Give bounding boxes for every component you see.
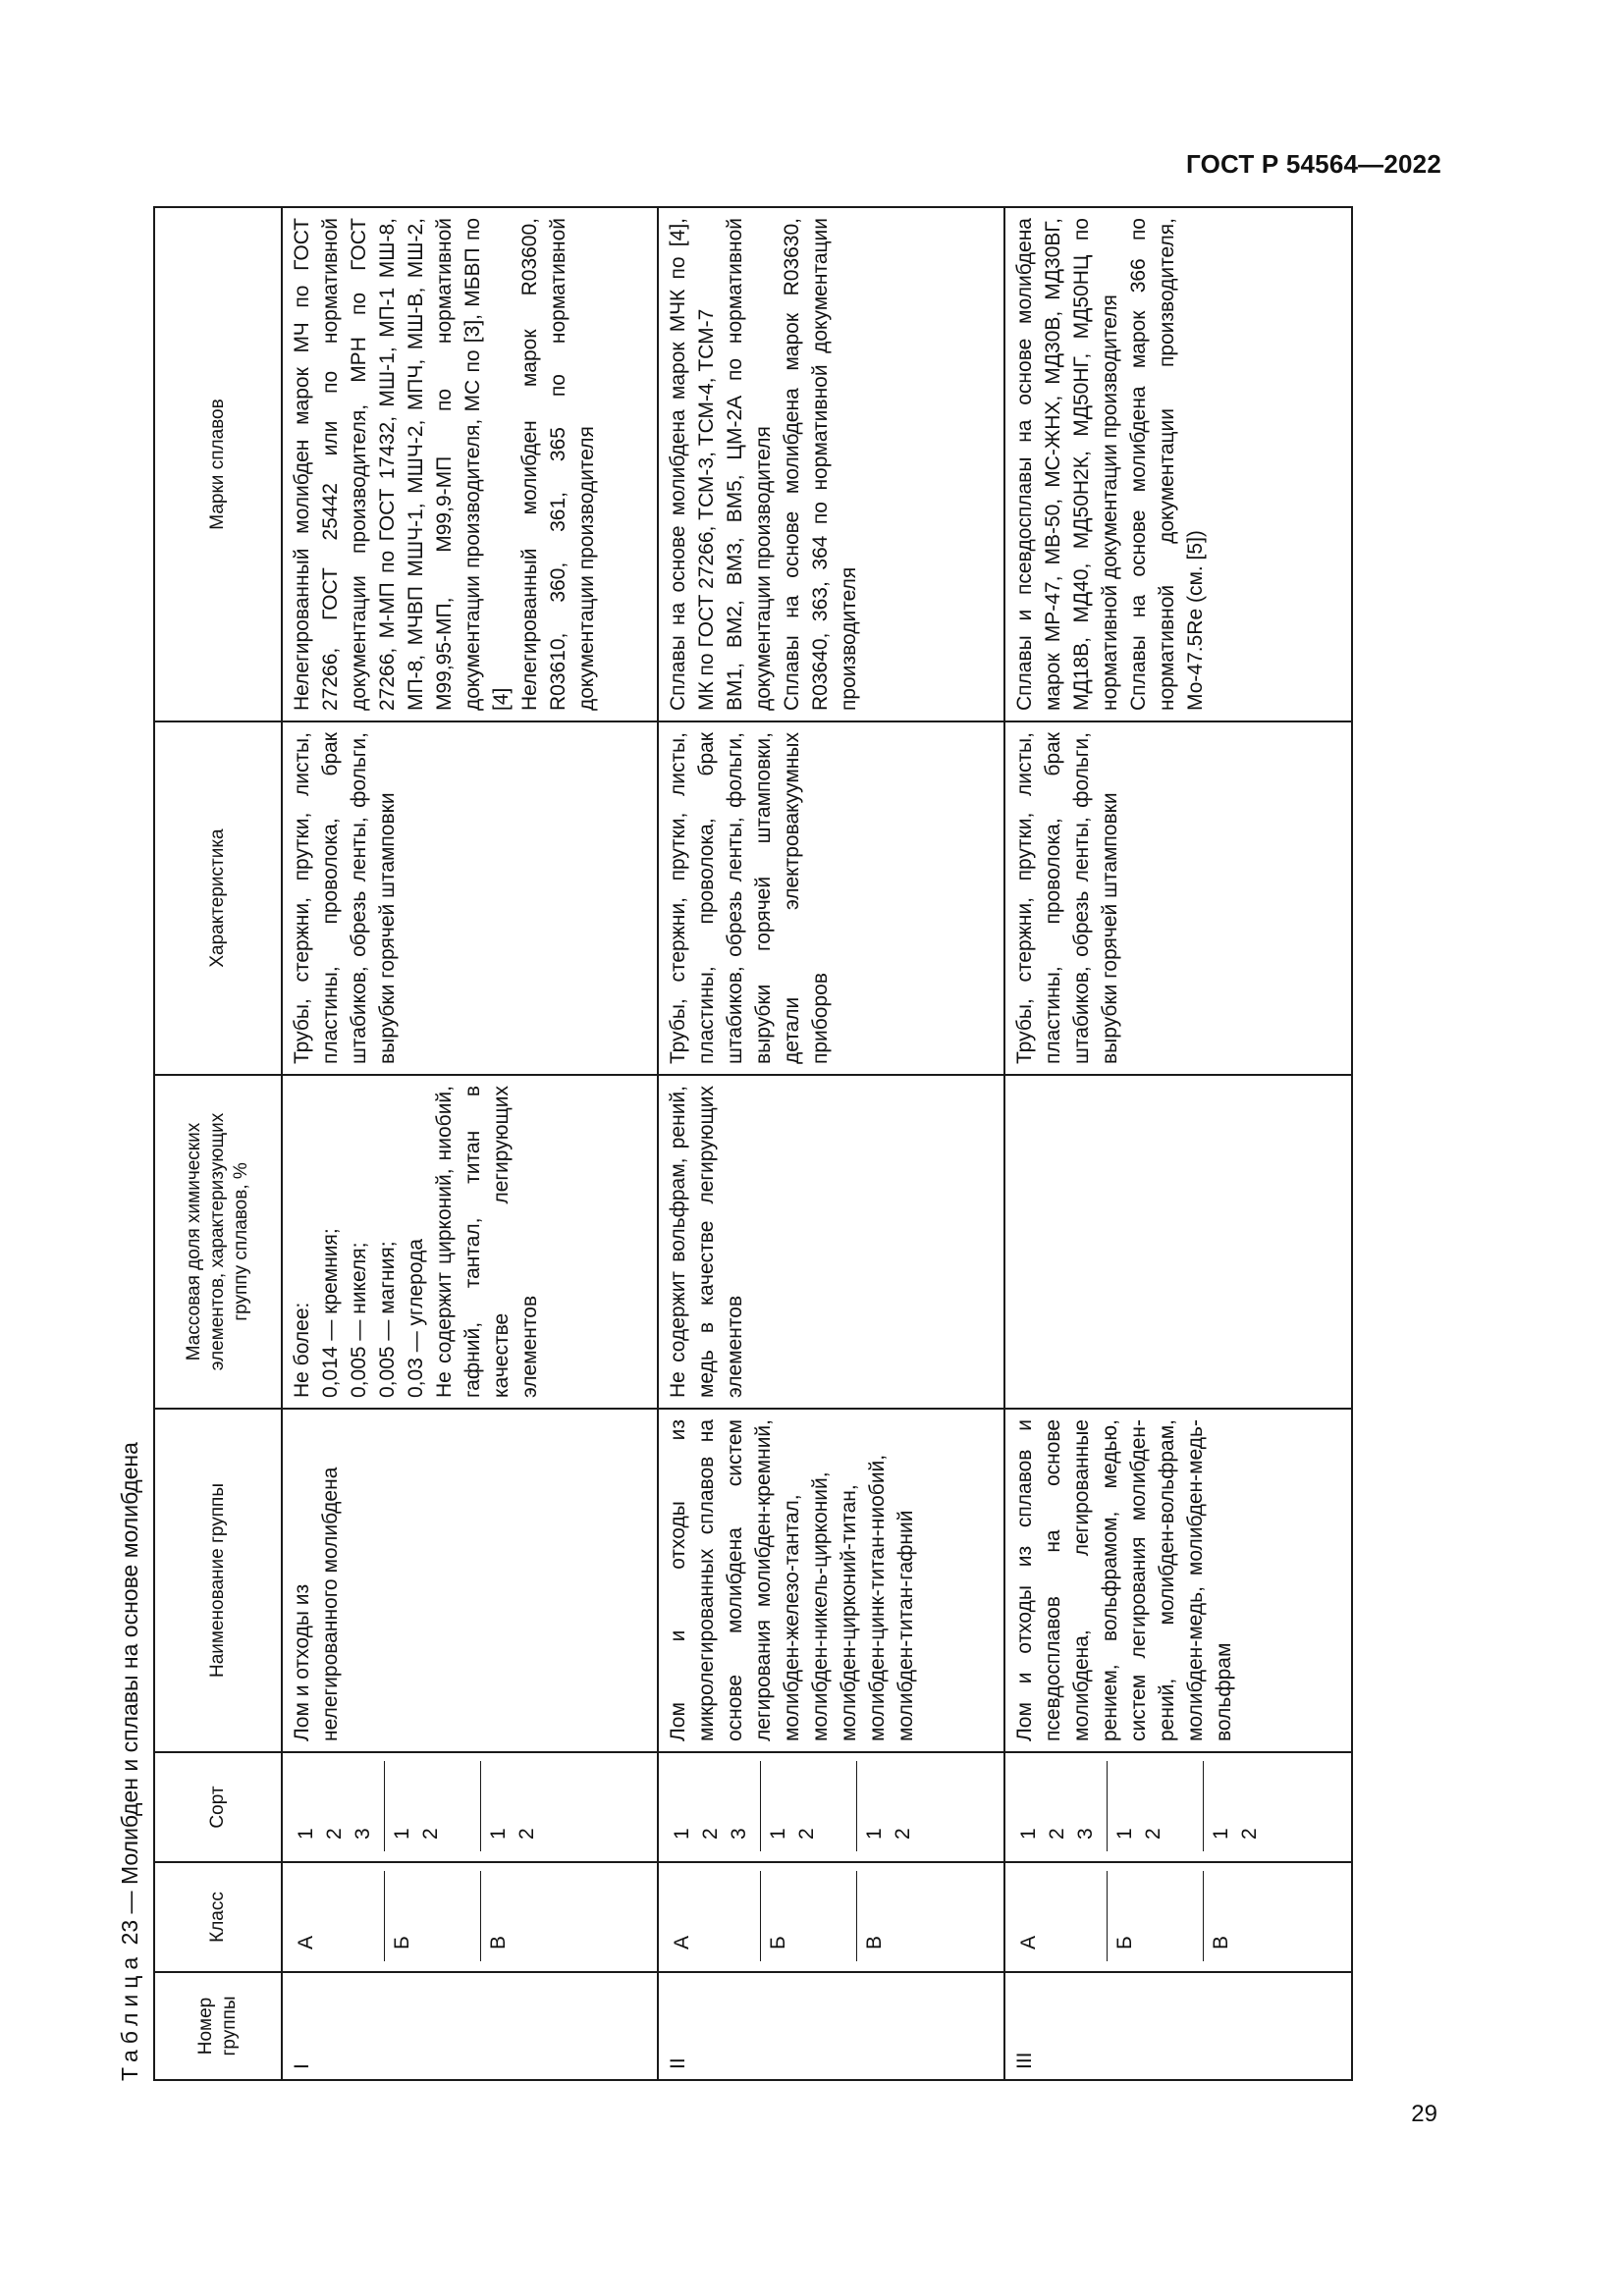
characteristic: Трубы, стержни, прутки, листы, пластины, проволока, брак штабиков, обрезь ленты, фольги, вырубки горячей штамповки: [282, 721, 658, 1075]
class-label: А: [670, 1935, 693, 1949]
grade-divider: [760, 1761, 761, 1851]
grade-divider: [856, 1761, 857, 1851]
brands-paragraph: Сплавы на основе молибдена марок МЧК по [4], МК по ГОСТ 27266, ТСМ-3, ТСМ-4, ТСМ-7: [666, 218, 718, 711]
grade-value: 2: [515, 1828, 538, 1840]
composition-line: 0,03 — углерода: [405, 1238, 427, 1398]
composition-cell: [658, 1075, 1005, 1409]
table-row: [658, 207, 1005, 2080]
characteristic: Трубы, стержни, прутки, листы, пластины, проволока, брак штабиков, обрезь ленты, фольги, вырубки горячей штамповки: [1004, 721, 1352, 1075]
grade-value: 3: [1074, 1828, 1098, 1840]
grade-value: 1: [670, 1828, 693, 1840]
rotated-table-block: [106, 208, 1353, 2081]
grade-value: 2: [1142, 1828, 1165, 1840]
table-caption: [106, 1442, 153, 2081]
grade-value: 2: [891, 1828, 914, 1840]
composition-line: 0,014 — кремния;: [319, 1228, 342, 1398]
table-row: [282, 207, 658, 2080]
grade-value: 3: [727, 1828, 750, 1840]
col-header-brands: Марки сплавов: [154, 207, 282, 721]
composition-line: 0,005 — никеля;: [348, 1242, 370, 1398]
grade-value: 1: [1017, 1828, 1041, 1840]
grade-value: 1: [1210, 1828, 1233, 1840]
group-number: III: [1004, 1972, 1352, 2080]
page-number: 29: [1411, 2101, 1437, 2127]
class-cell: [1004, 1862, 1352, 1972]
grade-value: 2: [419, 1828, 442, 1840]
group-number: II: [658, 1972, 1005, 2080]
grade-value: 1: [766, 1828, 789, 1840]
class-label: Б: [391, 1936, 413, 1949]
table-caption-label: Таблица: [117, 1950, 142, 2081]
class-divider: [1107, 1871, 1108, 1961]
class-label: Б: [766, 1936, 789, 1949]
group-number: I: [282, 1972, 658, 2080]
brands-cell: [282, 207, 658, 721]
brands-cell: [658, 207, 1005, 721]
brands-paragraph: Сплавы на основе молибдена марок 366 по нормативной документации производителя, Мо-47.5Re (см. [5]): [1127, 218, 1208, 711]
grade-value: 1: [487, 1828, 510, 1840]
class-label: Б: [1113, 1936, 1137, 1949]
group-name: Лом и отходы из микролегированных сплавов на основе молибдена систем легирования молибден-кремний, молибден-железо-тантал, молибден-никель-цирконий, молибден-цирконий-титан, молибден-цинк-титан-ниобий, молибден-титан-гафний: [658, 1409, 1005, 1752]
composition-line: Не более:: [291, 1302, 313, 1398]
grade-value: 2: [698, 1828, 722, 1840]
group-name: Лом и отходы из сплавов и псевдосплавов на основе молибдена, легированные рением, вольфрамом, медью, систем легирования молибден-рений, молибден-вольфрам, молибден-медь, молибден-медь-вольфрам: [1004, 1409, 1352, 1752]
col-header-group-name: Наименование группы: [154, 1409, 282, 1752]
brands-paragraph: ВМ1, ВМ2, ВМ3, ВМ5, ЦМ-2А по нормативной документации производителя: [723, 218, 775, 711]
col-header-composition: Массовая доля химических элементов, характеризующих группу сплавов, %: [154, 1075, 282, 1409]
grade-value: 2: [1238, 1828, 1262, 1840]
grade-value: 2: [1046, 1828, 1069, 1840]
class-divider: [1203, 1871, 1204, 1961]
brands-paragraph: Сплавы на основе молибдена марок R03630, R03640, 363, 364 по нормативной документации производителя: [780, 218, 860, 711]
grade-cell: [282, 1752, 658, 1862]
grade-cell: [658, 1752, 1005, 1862]
composition-line: Не содержит цирконий, ниобий, гафний, тантал, титан в качестве легирующих элементов: [433, 1086, 541, 1398]
grade-value: 3: [352, 1828, 374, 1840]
class-cell: [282, 1862, 658, 1972]
grade-divider: [384, 1761, 385, 1851]
col-header-class: Класс: [154, 1862, 282, 1972]
brands-paragraph: Нелегированный молибден марок R03600, R03610, 360, 361, 365 по нормативной документации производителя: [518, 218, 598, 711]
brands-cell: [1004, 207, 1352, 721]
class-label: А: [1017, 1935, 1041, 1949]
brands-paragraph: Нелегированный молибден марок МЧ по ГОСТ 27266, ГОСТ 25442 или по нормативной документации производителя, МРН по ГОСТ 27266, М-МП по ГОСТ 17432, МШ-1, МП-1 МШ-8, МП-8, МЧВП МШЧ-1, МШЧ-2, МПЧ, МШ-В, МШ-2, М99,95-МП, М99,9-МП по нормативной документации производителя, МС по [3], МБВП по [4]: [291, 218, 513, 711]
col-header-characteristic: Характеристика: [154, 721, 282, 1075]
grade-cell: [1004, 1752, 1352, 1862]
class-divider: [384, 1871, 385, 1961]
class-divider: [760, 1871, 761, 1961]
grade-value: 1: [391, 1828, 413, 1840]
grade-divider: [480, 1761, 481, 1851]
grade-value: 1: [1113, 1828, 1137, 1840]
composition-line: Не содержит вольфрам, рений, медь в качестве легирующих элементов: [666, 1086, 746, 1398]
composition-cell: [282, 1075, 658, 1409]
class-divider: [480, 1871, 481, 1961]
grade-value: 2: [323, 1828, 346, 1840]
grade-value: 2: [794, 1828, 818, 1840]
class-label: А: [295, 1935, 317, 1949]
composition-line: 0,005 — магния;: [376, 1241, 399, 1398]
standard-code: ГОСТ Р 54564—2022: [1186, 149, 1441, 179]
class-label: В: [1210, 1935, 1233, 1949]
table-row: [1004, 207, 1352, 2080]
molybdenum-table: [153, 206, 1353, 2081]
grade-value: 1: [862, 1828, 886, 1840]
col-header-group-number: Номер группы: [154, 1972, 282, 2080]
grade-value: 1: [295, 1828, 317, 1840]
group-name: Лом и отходы из нелегированного молибдена: [282, 1409, 658, 1752]
class-label: В: [487, 1935, 510, 1949]
table-caption-text: 23 — Молибден и сплавы на основе молибдена: [117, 1442, 142, 1946]
grade-divider: [1107, 1761, 1108, 1851]
class-cell: [658, 1862, 1005, 1972]
class-label: В: [862, 1935, 886, 1949]
characteristic: Трубы, стержни, прутки, листы, пластины, проволока, брак штабиков, обрезь ленты, фольги, вырубки горячей штамповки, детали электровакуумных приборов: [658, 721, 1005, 1075]
brands-paragraph: Сплавы и псевдосплавы на основе молибдена марок МР-47, МВ-50, МС-ЖНХ, МД30В, МД30ВГ, МД18В, МД40, МД50Н2К, МД50НГ, МД50НЦ по нормативной документации производителя: [1013, 218, 1122, 711]
col-header-grade: Сорт: [154, 1752, 282, 1862]
header-row: [154, 207, 282, 2080]
class-divider: [856, 1871, 857, 1961]
grade-divider: [1203, 1761, 1204, 1851]
composition-cell: [1004, 1075, 1352, 1409]
